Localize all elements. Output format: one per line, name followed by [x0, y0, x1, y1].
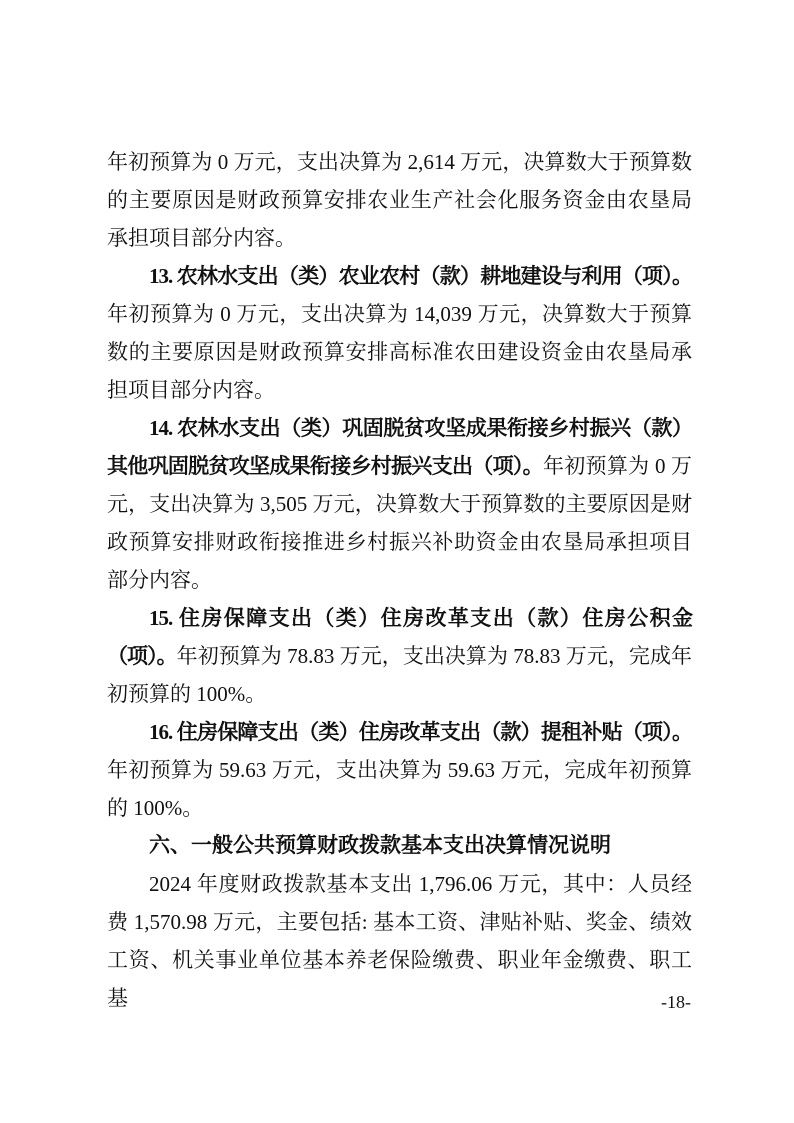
budget-item-15-heading: 15. 住房保障支出（类）住房改革支出（款）住房公积金（项）。	[107, 606, 692, 668]
section-6-heading: 六、一般公共预算财政拨款基本支出决算情况说明	[149, 834, 611, 857]
budget-item-13	[107, 257, 692, 409]
continuation-paragraph: 年初预算为 0 万元，支出决算为 2,614 万元，决算数大于预算数的主要原因是财政预算安排农业生产社会化服务资金由农垦局承担项目部分内容。	[107, 150, 692, 250]
budget-item-15-body: 年初预算为 78.83 万元，支出决算为 78.83 万元，完成年初预算的 100%。	[107, 644, 693, 706]
budget-item-15	[107, 599, 692, 713]
document-body	[107, 143, 692, 1017]
basic-expenditure-paragraph: 2024 年度财政拨款基本支出 1,796.06 万元，其中：人员经费 1,570.98 万元，主要包括: 基本工资、津贴补贴、奖金、绩效工资、机关事业单位基本养老保险缴费、职业年金缴费、职工基	[107, 872, 692, 1010]
budget-item-16	[107, 713, 692, 827]
budget-item-16-heading: 16. 住房保障支出（类）住房改革支出（款）提租补贴（项）。	[149, 720, 692, 744]
budget-item-13-heading: 13. 农林水支出（类）农业农村（款）耕地建设与利用（项）。	[149, 264, 692, 288]
page-number: -18-	[661, 992, 691, 1012]
budget-item-14	[107, 409, 692, 599]
budget-item-16-body: 年初预算为 59.63 万元，支出决算为 59.63 万元，完成年初预算的 100%。	[107, 758, 692, 820]
budget-item-13-body: 年初预算为 0 万元，支出决算为 14,039 万元，决算数大于预算数的主要原因是财政预算安排高标准农田建设资金由农垦局承担项目部分内容。	[107, 302, 692, 402]
budget-item-14-body: 年初预算为 0 万元，支出决算为 3,505 万元，决算数大于预算数的主要原因是财政预算安排财政衔接推进乡村振兴补助资金由农垦局承担项目部分内容。	[107, 454, 693, 592]
budget-item-14-heading: 14. 农林水支出（类）巩固脱贫攻坚成果衔接乡村振兴（款）其他巩固脱贫攻坚成果衔接乡村振兴支出（项）。	[107, 416, 692, 478]
